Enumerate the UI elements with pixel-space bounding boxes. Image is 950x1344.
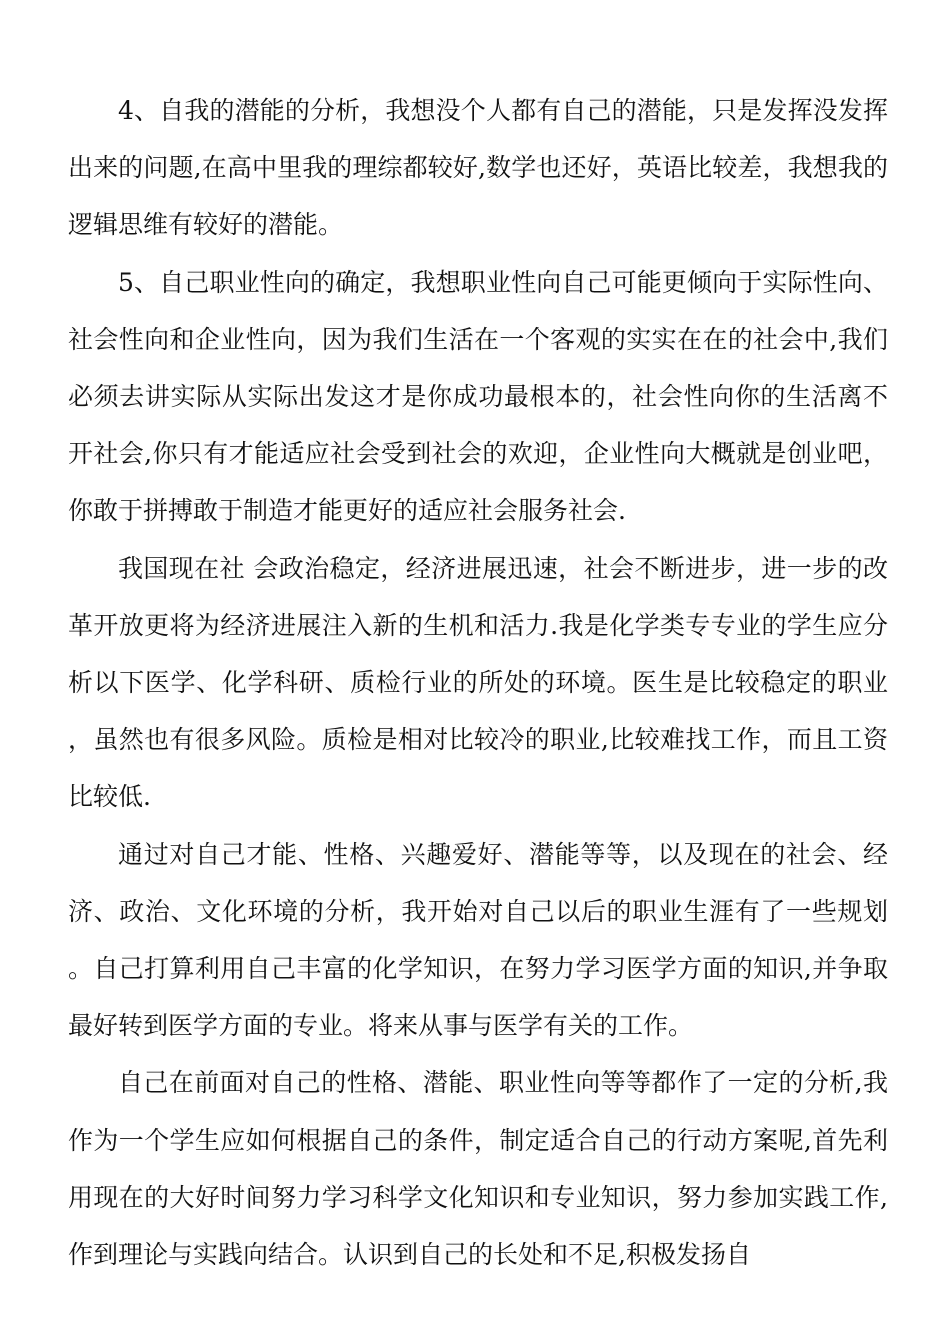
paragraph-career-orientation: 5、自己职业性向的确定，我想职业性向自己可能更倾向于实际性向、社会性向和企业性向，因为我们生活在一个客观的实实在在的社会中,我们必须去讲实际从实际出发这才是你成功最根本的，社会性向你的生活离不开社会,你只有才能适应社会受到社会的欢迎，企业性向大概就是创业吧，你敢于拼搏敢于制造才能更好的适应社会服务社会. xyxy=(68,267,888,526)
paragraph-potential-analysis: 4、自我的潜能的分析，我想没个人都有自己的潜能，只是发挥没发挥出来的问题,在高中里我的理综都较好,数学也还好，英语比较差，我想我的逻辑思维有较好的潜能。 xyxy=(68,96,888,240)
document-page xyxy=(68,82,888,1283)
paragraph-environment-analysis: 我国现在社 会政治稳定，经济进展迅速，社会不断进步，进一步的改革开放更将为经济进展注入新的生机和活力.我是化学类专专业的学生应分析以下医学、化学科研、质检行业的所处的环境。医生是比较稳定的职业，虽然也有很多风险。质检是相对比较冷的职业,比较难找工作，而且工资比较低. xyxy=(68,553,888,812)
paragraph-career-plan: 通过对自己才能、性格、兴趣爱好、潜能等等，以及现在的社会、经济、政治、文化环境的分析，我开始对自己以后的职业生涯有了一些规划。自己打算利用自己丰富的化学知识，在努力学习医学方面的知识,并争取最好转到医学方面的专业。将来从事与医学有关的工作。 xyxy=(68,839,888,1041)
paragraph-action-plan: 自己在前面对自己的性格、潜能、职业性向等等都作了一定的分析,我作为一个学生应如何根据自己的条件，制定适合自己的行动方案呢,首先利用现在的大好时间努力学习科学文化知识和专业知识，努力参加实践工作,作到理论与实践向结合。认识到自己的长处和不足,积极发扬自 xyxy=(68,1068,888,1270)
